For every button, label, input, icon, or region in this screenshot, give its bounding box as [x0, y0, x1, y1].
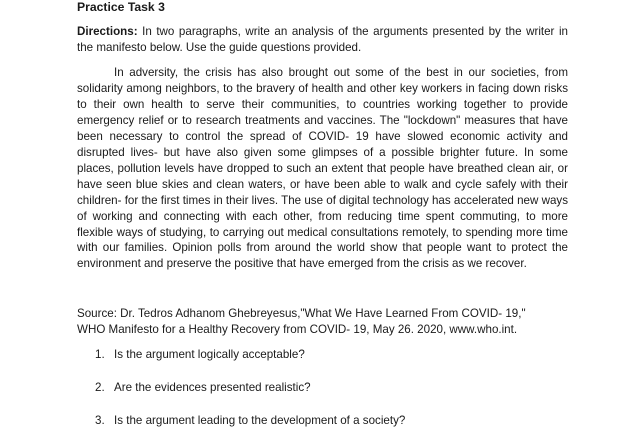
source-line-2: WHO Manifesto for a Healthy Recovery from COVID- 19, May 26. 2020, www.who.int. — [77, 323, 518, 336]
question-number: 3. — [95, 414, 105, 427]
directions-text: In two paragraphs, write an analysis of the arguments presented by the writer in the manifesto below. Use the guide questions provided. — [77, 25, 568, 54]
source-citation — [77, 306, 568, 338]
guide-question-3 — [95, 414, 405, 428]
guide-question-1 — [95, 348, 305, 362]
question-text: Is the argument logically acceptable? — [114, 348, 305, 361]
directions-label: Directions: — [77, 25, 138, 38]
manifesto-paragraph: In adversity, the crisis has also brought out some of the best in our societies, from solidarity among neighbors, to the bravery of health and other key workers in facing down risks to their own health to serve their communities, to countries working together to provide emergency relief or to research treatments and vaccines. The "lockdown" measures that have been necessary to control the spread of COVID- 19 have slowed economic activity and disrupted lives- but have also given some glimpses of a possible brighter future. In some places, pollution levels have dropped to such an extent that people have breathed clean air, or have seen blue skies and clean waters, or have been able to walk and cycle safely with their children- for the first times in their lives. The use of digital technology has accelerated new ways of working and connecting with each other, from reducing time spent commuting, to more flexible ways of studying, to carrying out medical consultations remotely, to spending more time with our families. Opinion polls from around the world show that people want to protect the environment and preserve the positive that have emerged from the crisis as we recover. — [77, 66, 568, 271]
page-title: Practice Task 3 — [77, 0, 165, 14]
question-text: Is the argument leading to the development of a society? — [114, 414, 406, 427]
question-text: Are the evidences presented realistic? — [114, 381, 311, 394]
directions — [77, 24, 568, 56]
source-line-1: Source: Dr. Tedros Adhanom Ghebreyesus,"What We Have Learned From COVID- 19," — [77, 307, 526, 320]
guide-question-2 — [95, 381, 311, 395]
question-number: 2. — [95, 381, 105, 394]
question-number: 1. — [95, 348, 105, 361]
